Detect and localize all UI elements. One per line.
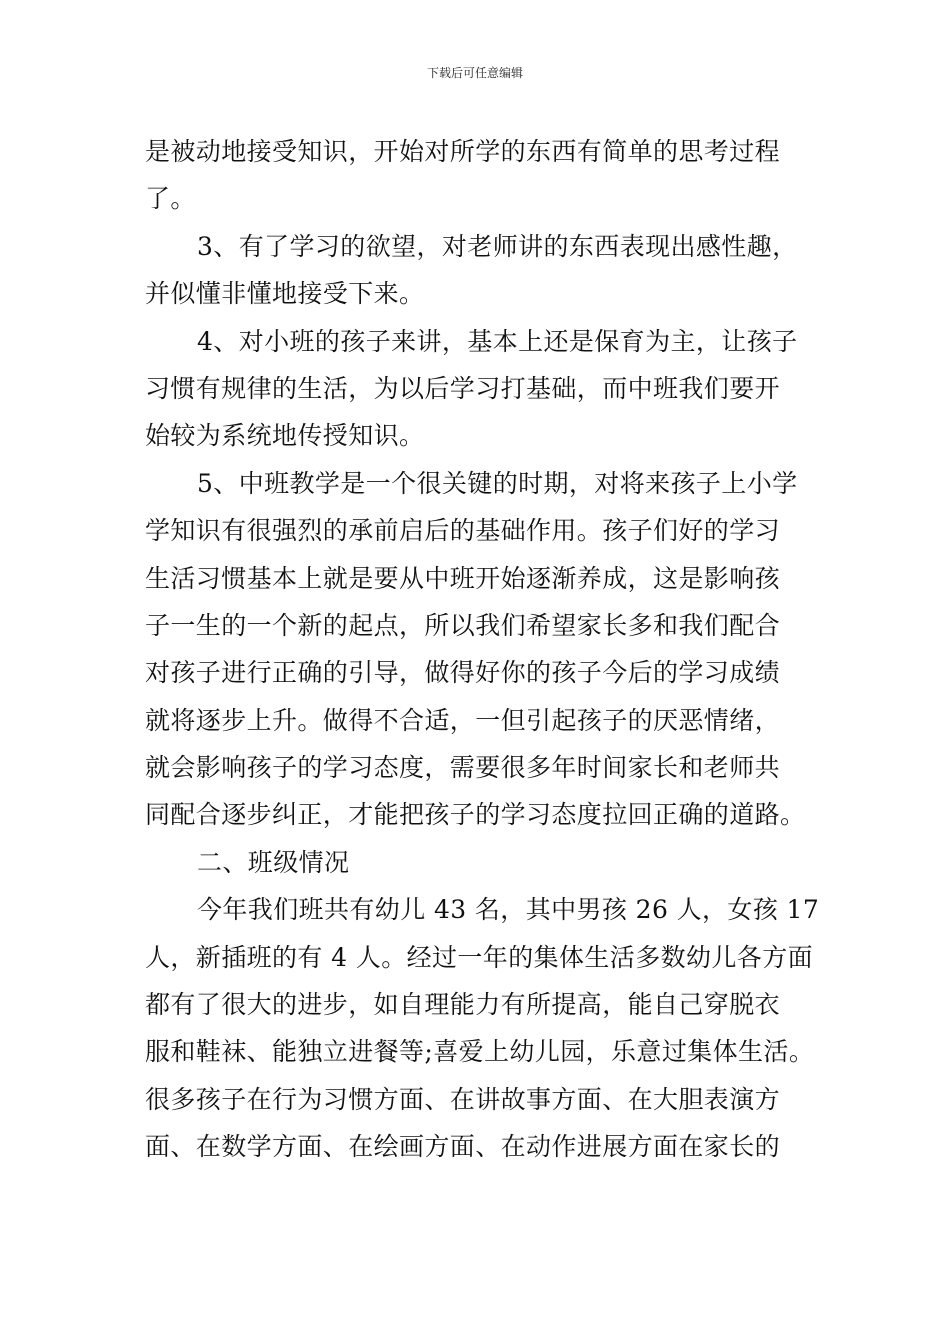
text-line-13: 就将逐步上升。做得不合适，一但引起孩子的厌恶情绪， (145, 705, 781, 735)
text-line-17: 今年我们班共有幼儿 43 名，其中男孩 26 人，女孩 17 (197, 895, 820, 925)
text-line-14: 就会影响孩子的学习态度，需要很多年时间家长和老师共 (145, 753, 781, 783)
text-line-1: 是被动地接受知识，开始对所学的东西有简单的思考过程 (145, 137, 781, 166)
text-line-21: 很多孩子在行为习惯方面、在讲故事方面、在大胆表演方 (145, 1084, 781, 1114)
text-line-22: 面、在数学方面、在绘画方面、在动作进展方面在家长的 (145, 1132, 781, 1162)
text-line-8: 5、中班教学是一个很关键的时期，对将来孩子上小学 (197, 468, 798, 498)
text-line-18: 人，新插班的有 4 人。经过一年的集体生活多数幼儿各方面 (145, 942, 814, 972)
document-body (145, 128, 820, 1171)
section-heading: 二、班级情况 (197, 847, 350, 877)
text-line-10: 生活习惯基本上就是要从中班开始逐渐养成，这是影响孩 (145, 563, 781, 593)
text-line-20: 服和鞋袜、能独立进餐等;喜爱上幼儿园，乐意过集体生活。 (145, 1037, 815, 1067)
text-line-11: 子一生的一个新的起点，所以我们希望家长多和我们配合 (145, 610, 781, 640)
text-line-7: 始较为系统地传授知识。 (145, 421, 425, 451)
text-line-9: 学知识有很强烈的承前启后的基础作用。孩子们好的学习 (145, 516, 781, 546)
text-line-15: 同配合逐步纠正，才能把孩子的学习态度拉回正确的道路。 (145, 800, 806, 830)
text-line-5: 4、对小班的孩子来讲，基本上还是保育为主，让孩子 (197, 326, 798, 356)
text-line-2: 了。 (145, 184, 196, 214)
text-line-4: 并似懂非懂地接受下来。 (145, 279, 425, 309)
text-line-6: 习惯有规律的生活，为以后学习打基础，而中班我们要开 (145, 373, 781, 403)
text-line-12: 对孩子进行正确的引导，做得好你的孩子今后的学习成绩 (145, 658, 781, 688)
text-line-19: 都有了很大的进步，如自理能力有所提高，能自己穿脱衣 (145, 990, 781, 1020)
page-header-note: 下载后可任意编辑 (426, 66, 523, 80)
text-line-3: 3、有了学习的欲望，对老师讲的东西表现出感性趣， (197, 231, 798, 261)
